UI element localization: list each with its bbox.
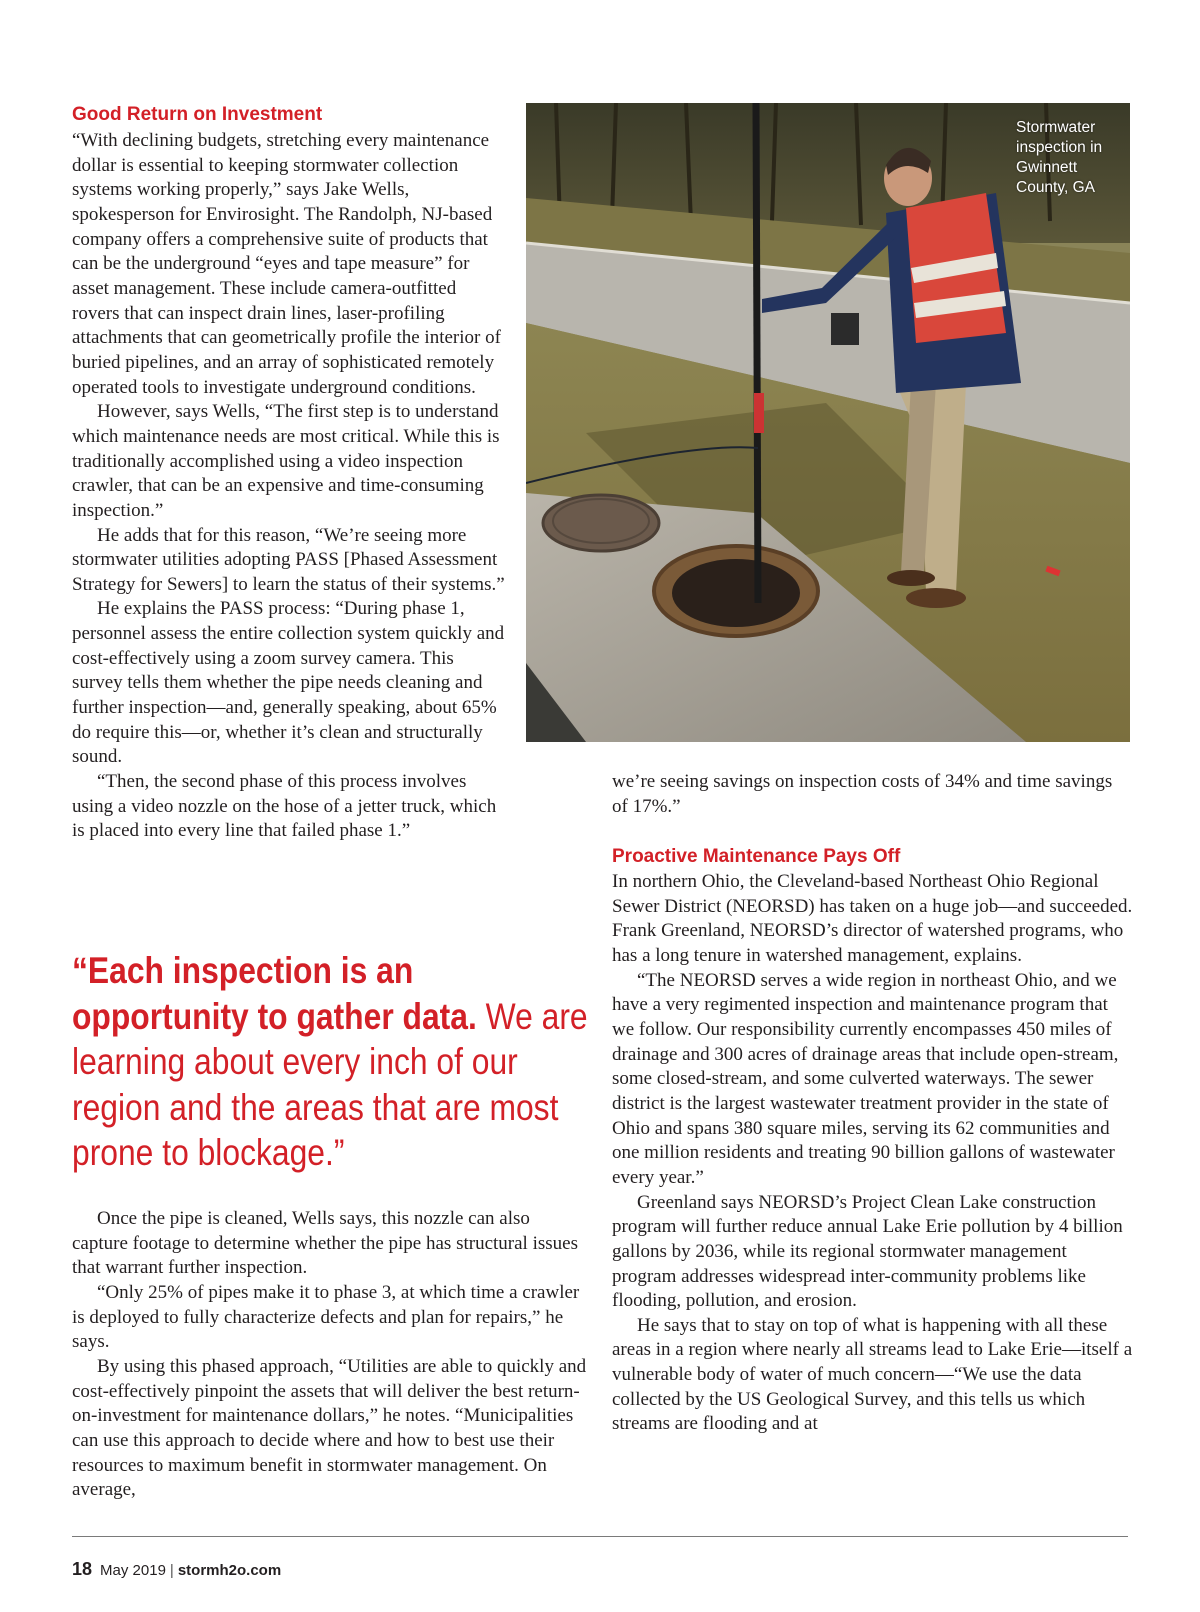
paragraph: “Only 25% of pipes make it to phase 3, at which time a crawler is deployed to fully characterize defects and plan for repairs,” he says. <box>72 1281 580 1353</box>
paragraph: “Then, the second phase of this process involves using a video nozzle on the hose of a jetter truck, which is placed into every line that failed phase 1.” <box>72 771 497 842</box>
site-link[interactable]: stormh2o.com <box>177 1562 282 1579</box>
right-column-continuation <box>612 770 1132 819</box>
pull-quote <box>72 948 592 1176</box>
page-footer <box>72 1559 281 1580</box>
pull-quote-regular: We are learning about every inch of our region and the areas that are most prone to blockage.” <box>72 995 588 1173</box>
issue-date: May 2019 <box>100 1562 166 1579</box>
photo-caption: Stormwater inspection in Gwinnett County, GA <box>1016 119 1103 196</box>
stormwater-inspection-photo <box>526 103 1130 742</box>
section-heading-return-on-investment: Good Return on Investment <box>72 104 323 125</box>
footer-rule <box>72 1536 1128 1537</box>
paragraph: Greenland says NEORSD’s Project Clean Lake construction program will further reduce annual Lake Erie pollution by 4 billion gallons by 2036, while its regional stormwater management program addresses widespread inter-community problems like flooding, pollution, and erosion. <box>612 1191 1123 1312</box>
left-column-bottom <box>72 1207 590 1503</box>
paragraph: we’re seeing savings on inspection costs of 34% and time savings of 17%.” <box>612 771 1113 817</box>
photo-illustration <box>526 103 1130 742</box>
left-column-top <box>72 129 505 844</box>
paragraph: “With declining budgets, stretching every maintenance dollar is essential to keeping stormwater collection systems working properly,” says Jake Wells, spokesperson for Envirosight. The Randolph, NJ-based company offers a comprehensive suite of products that can be the underground “eyes and tape measure” for asset management. These include camera-outfitted rovers that can inspect drain lines, laser-profiling attachments that can geometrically profile the interior of buried pipelines, and an array of sophisticated remotely operated tools to investigate underground conditions. <box>72 130 501 398</box>
page-number: 18 <box>72 1559 93 1579</box>
footer-separator: | <box>169 1562 174 1579</box>
paragraph: “The NEORSD serves a wide region in northeast Ohio, and we have a very regimented inspection and maintenance program that we follow. Our responsibility currently encompasses 450 miles of drainage and 300 acres of drainage areas that include open-stream, some closed-stream, and some culverted waterways. The sewer district is the largest wastewater treatment provider in the state of Ohio and spans 380 square miles, serving its 62 communities and one million residents and treating 90 billion gallons of wastewater every year.” <box>612 969 1119 1188</box>
paragraph: Once the pipe is cleaned, Wells says, this nozzle can also capture footage to determine whether the pipe has structural issues that warrant further inspection. <box>72 1208 578 1279</box>
paragraph: By using this phased approach, “Utilities are able to quickly and cost-effectively pinpoint the assets that will deliver the best return-on-investment for maintenance dollars,” he notes. “Municipalities can use this approach to decide where and how to best use their resources to maximum benefit in stormwater management. On average, <box>72 1355 587 1501</box>
paragraph: However, says Wells, “The first step is to understand which maintenance needs are most critical. While this is traditionally accomplished using a video inspection crawler, that can be an expensive and time-consuming inspection.” <box>72 401 500 521</box>
paragraph: In northern Ohio, the Cleveland-based Northeast Ohio Regional Sewer District (NEORSD) has taken on a huge job—and succeeded. Frank Greenland, NEORSD’s director of watershed programs, who has a long tenure in watershed management, explains. <box>612 871 1133 966</box>
right-column-body <box>612 870 1134 1437</box>
paragraph: He adds that for this reason, “We’re seeing more stormwater utilities adopting PASS [Phased Assessment Strategy for Sewers] to learn the status of their systems.” <box>72 524 505 595</box>
paragraph: He says that to stay on top of what is happening with all these areas in a region where nearly all streams lead to Lake Erie—itself a vulnerable body of water of much concern—“We use the data collected by the US Geological Survey, and this tells us which streams are flooding and at <box>612 1314 1133 1435</box>
section-heading-proactive-maintenance: Proactive Maintenance Pays Off <box>612 846 901 867</box>
pull-quote-bold: “Each inspection is an opportunity to gather data. <box>72 950 477 1037</box>
paragraph: He explains the PASS process: “During phase 1, personnel assess the entire collection system quickly and cost-effectively using a zoom survey camera. This survey tells them whether the pipe needs cleaning and further inspection—and, generally speaking, about 65% do require this—or, whether it’s clean and structurally sound. <box>72 598 505 768</box>
